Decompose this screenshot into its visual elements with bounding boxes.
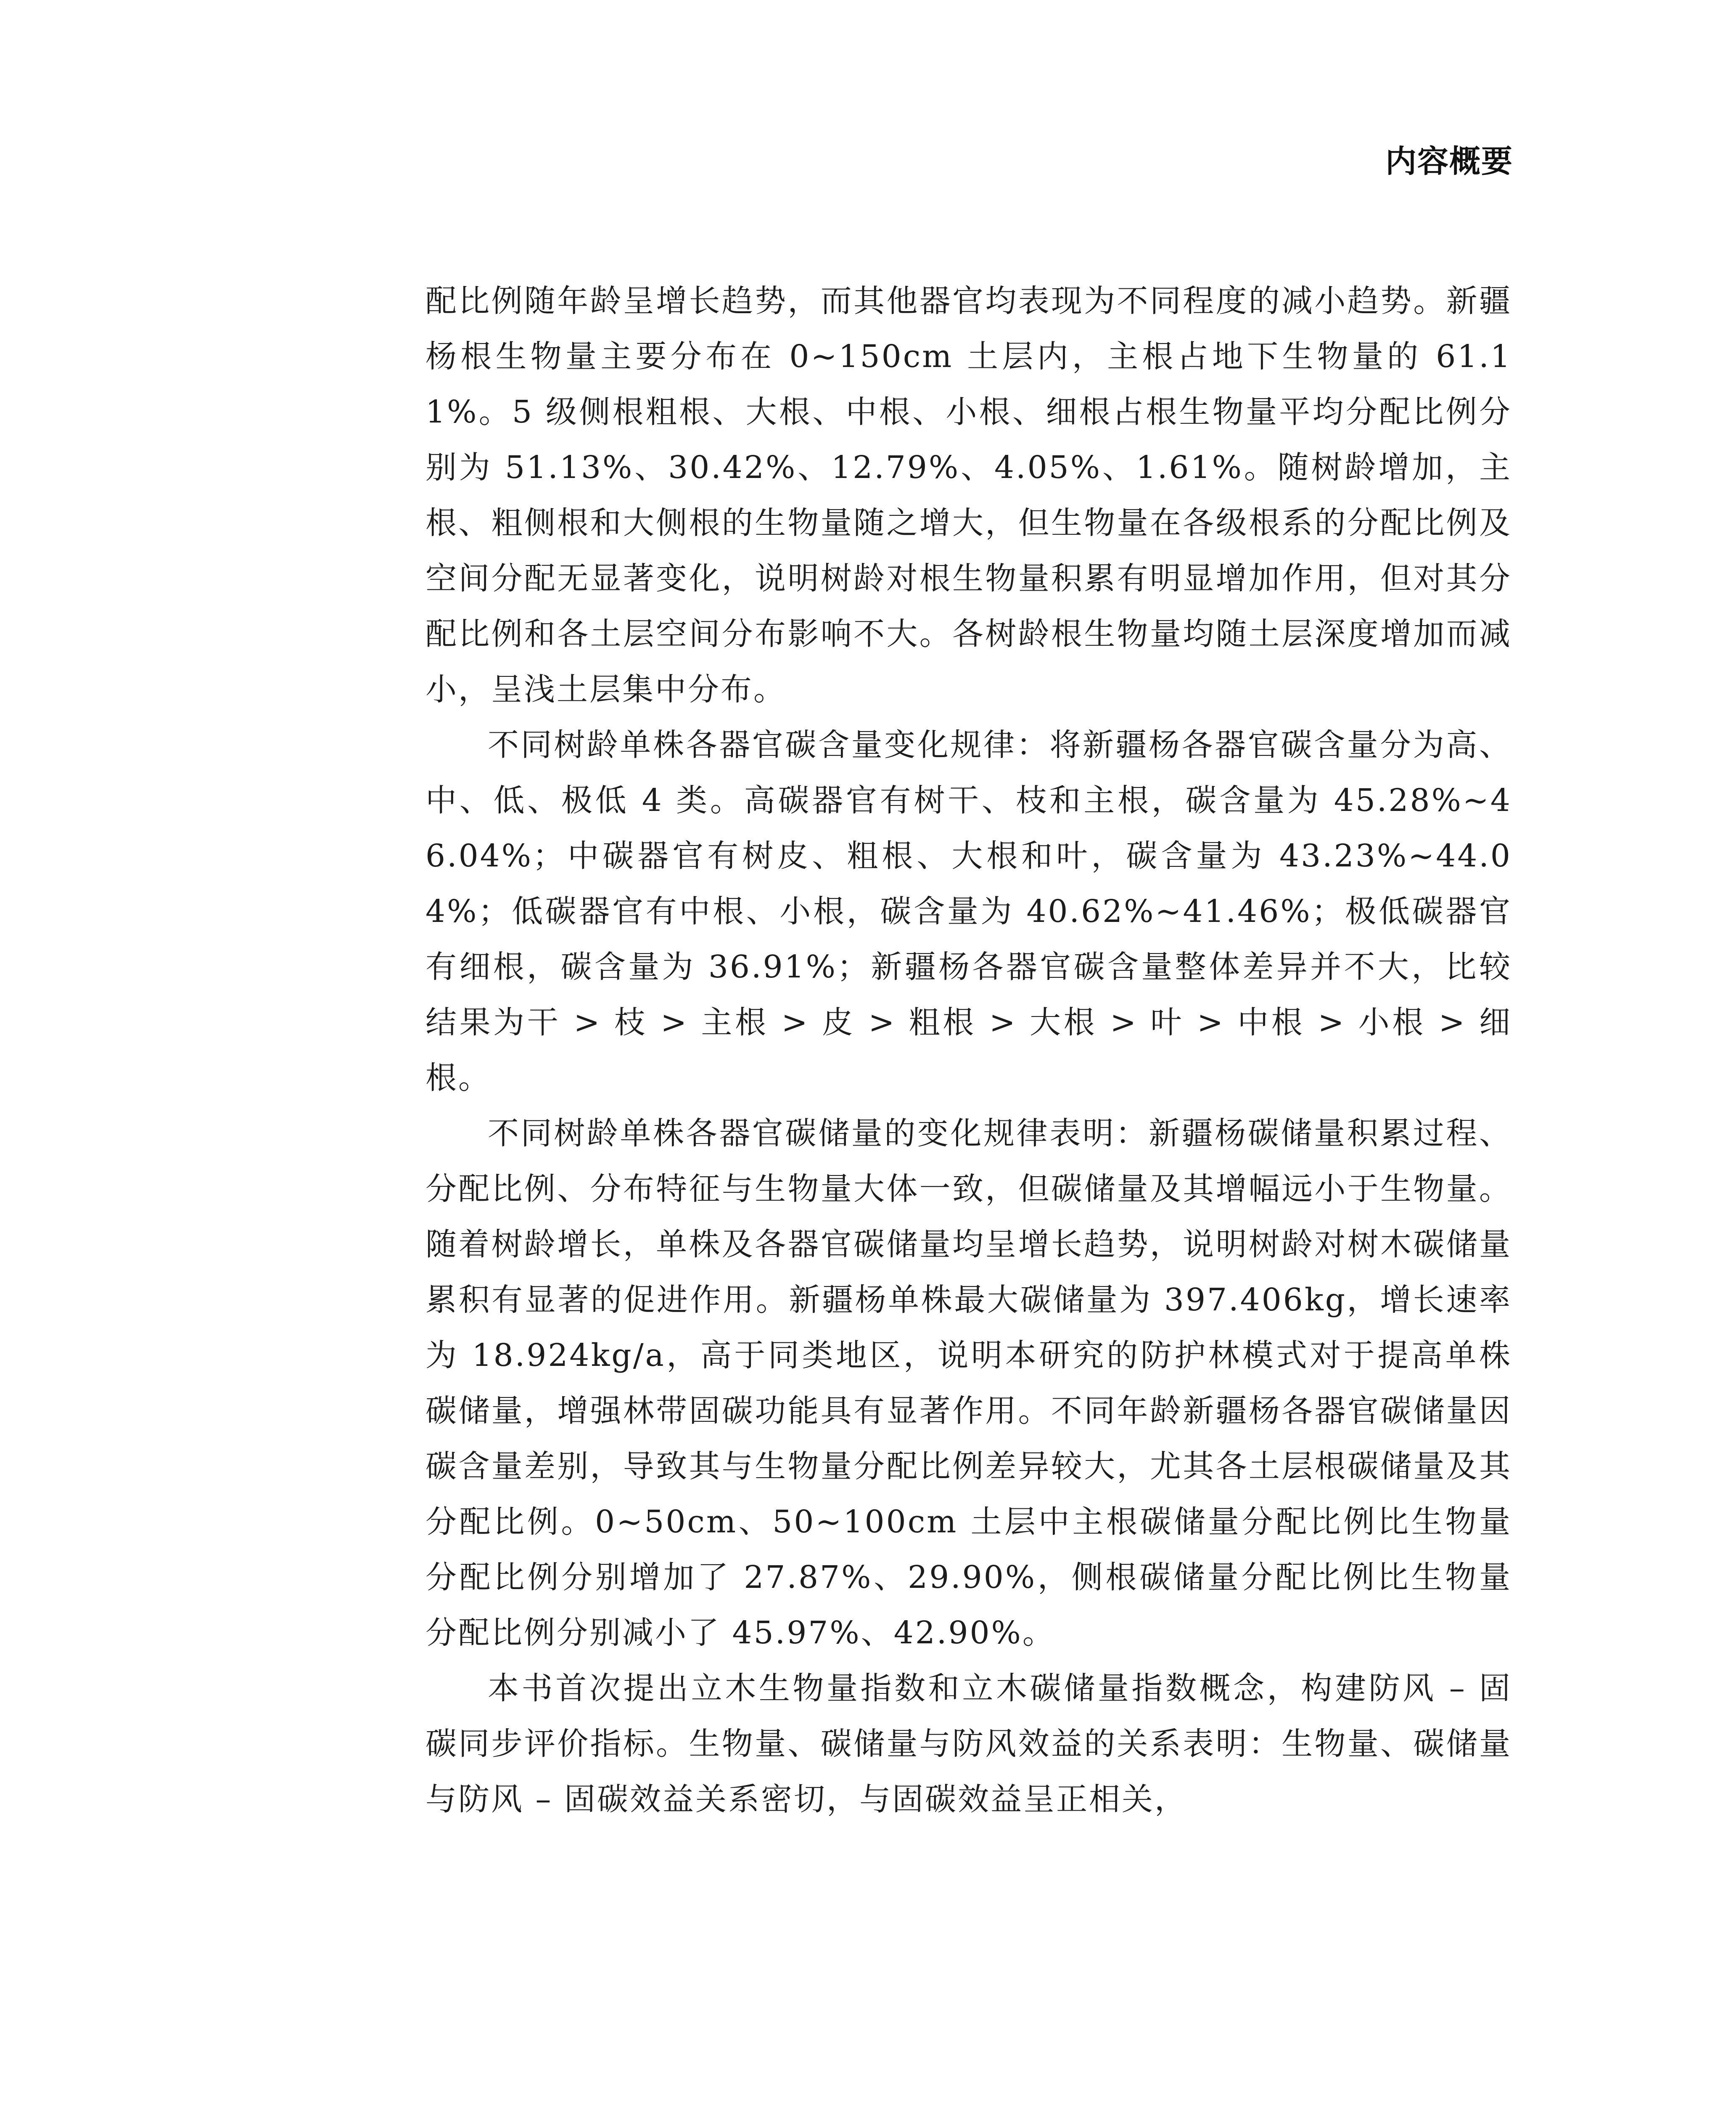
body-text <box>425 273 1512 1827</box>
paragraph-index-concept: 本书首次提出立木生物量指数和立木碳储量指数概念，构建防风 – 固碳同步评价指标。生物量、碳储量与防风效益的关系表明：生物量、碳储量与防风 – 固碳效益关系密切，与固碳效益呈正相关， <box>425 1670 1512 1817</box>
paragraph-biomass-roots: 配比例随年龄呈增长趋势，而其他器官均表现为不同程度的减小趋势。新疆杨根生物量主要分布在 0~150cm 土层内，主根占地下生物量的 61.11%。5 级侧根粗根、大根、中根、小根、细根占根生物量平均分配比例分别为 51.13%、30.42%、12.79%、4.05%、1.61%。随树龄增加，主根、粗侧根和大侧根的生物量随之增大，但生物量在各级根系的分配比例及空间分配无显著变化，说明树龄对根生物量积累有明显增加作用，但对其分配比例和各土层空间分布影响不大。各树龄根生物量均随土层深度增加而减小，呈浅土层集中分布。 <box>425 283 1512 708</box>
paragraph-carbon-content: 不同树龄单株各器官碳含量变化规律：将新疆杨各器官碳含量分为高、中、低、极低 4 类。高碳器官有树干、枝和主根，碳含量为 45.28%~46.04%；中碳器官有树皮、粗根、大根和叶，碳含量为 43.23%~44.04%；低碳器官有中根、小根，碳含量为 40.62%~41.46%；极低碳器官有细根，碳含量为 36.91%；新疆杨各器官碳含量整体差异并不大，比较结果为干 > 枝 > 主根 > 皮 > 粗根 > 大根 > 叶 > 中根 > 小根 > 细根。 <box>425 727 1512 1096</box>
paragraph-carbon-storage: 不同树龄单株各器官碳储量的变化规律表明：新疆杨碳储量积累过程、分配比例、分布特征与生物量大体一致，但碳储量及其增幅远小于生物量。随着树龄增长，单株及各器官碳储量均呈增长趋势，说明树龄对树木碳储量累积有显著的促进作用。新疆杨单株最大碳储量为 397.406kg，增长速率为 18.924kg/a，高于同类地区，说明本研究的防护林模式对于提高单株碳储量，增强林带固碳功能具有显著作用。不同年龄新疆杨各器官碳储量因碳含量差别，导致其与生物量分配比例差异较大，尤其各土层根碳储量及其分配比例。0~50cm、50~100cm 土层中主根碳储量分配比例比生物量分配比例分别增加了 27.87%、29.90%，侧根碳储量分配比例比生物量分配比例分别减小了 45.97%、42.90%。 <box>425 1115 1512 1651</box>
running-head: 内容概要 <box>1385 143 1513 180</box>
